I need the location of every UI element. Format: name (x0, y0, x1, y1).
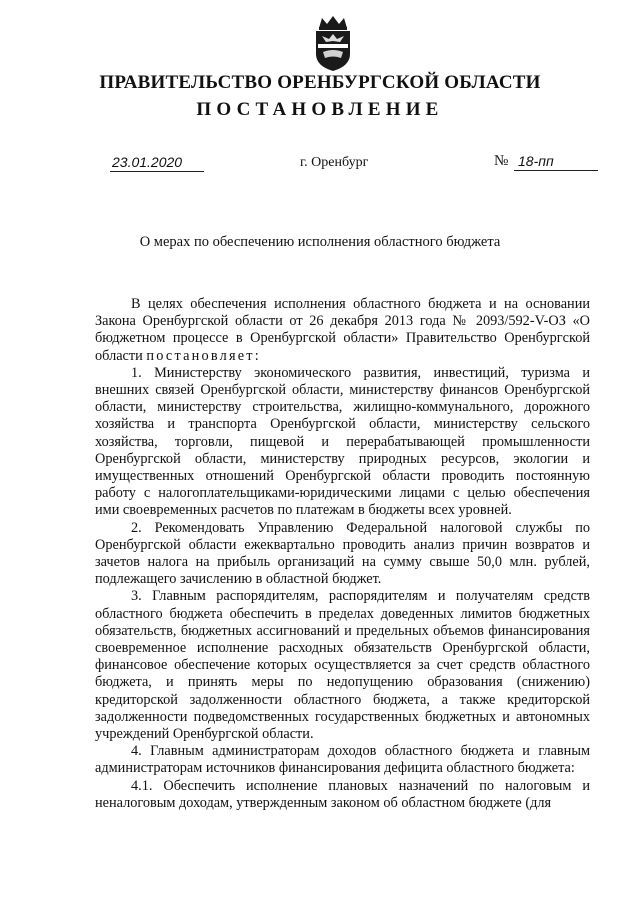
government-title: ПРАВИТЕЛЬСТВО ОРЕНБУРГСКОЙ ОБЛАСТИ (99, 72, 541, 93)
preamble-paragraph (95, 296, 590, 365)
document-number-label: № (494, 153, 509, 169)
item-paragraph-4: 4. Главным администраторам доходов областного бюджета и главным администраторам источников финансирования дефицита областного бюджета: (95, 743, 590, 777)
item-paragraph-3: 3. Главным распорядителям, распорядителям и получателям средств областного бюджета обеспечить в пределах доведенных лимитов бюджетных обязательств, бюджетных ассигнований и предельных объемов финансирования своевременное исполнение расходных обязательств Оренбургской области, финансовое обеспечение которых осуществляется за счет средств областного бюджета, и принять меры по недопущению образования (снижению) кредиторской задолженности областного бюджета, а также кредиторской задолженности подведомственных государственных бюджетных и автономных учреждений Оренбургской области. (95, 588, 590, 743)
resolves-word: постановляет: (146, 347, 261, 364)
document-number: 18-пп (514, 152, 598, 171)
orenburg-coat-of-arms-icon (311, 14, 355, 72)
item-paragraph-1: 1. Министерству экономического развития, инвестиций, туризма и внешних связей Оренбургской области, министерству финансов Оренбургской области, министерству строительства, жилищно-коммунального, дорожного хозяйства и транспорта Оренбургской области, министерству сельского хозяйства, торговли, пищевой и перерабатывающей промышленности Оренбургской области, министерству природных ресурсов, экологии и имущественных отношений Оренбургской области проводить постоянную работу с налогоплательщиками-юридическими лицами с целью обеспечения ими своевременных расчетов по платежам в бюджеты всех уровней. (95, 364, 590, 519)
preamble-text: В целях обеспечения исполнения областного бюджета и на основании Закона Оренбургской области от 26 декабря 2013 года № 2093/592-V-ОЗ «О бюджетном процессе в Оренбургской области» Правительство Оренбургской области (95, 296, 590, 364)
item-paragraph-4-1: 4.1. Обеспечить исполнение плановых назначений по налоговым и неналоговым доходам, утвержденным законом об областном бюджете (для (95, 777, 590, 811)
document-type: ПОСТАНОВЛЕНИЕ (196, 99, 444, 120)
document-heading: О мерах по обеспечению исполнения областного бюджета (139, 234, 501, 250)
item-paragraph-2: 2. Рекомендовать Управлению Федеральной налоговой службы по Оренбургской области ежеквартально проводить анализ причин возвратов и зачетов налога на прибыль организаций на сумму свыше 50,0 млн. рублей, подлежащего зачислению в областной бюджет. (95, 519, 590, 588)
document-body (95, 296, 590, 812)
document-city: г. Оренбург (300, 155, 369, 170)
document-date: 23.01.2020 (110, 154, 204, 172)
